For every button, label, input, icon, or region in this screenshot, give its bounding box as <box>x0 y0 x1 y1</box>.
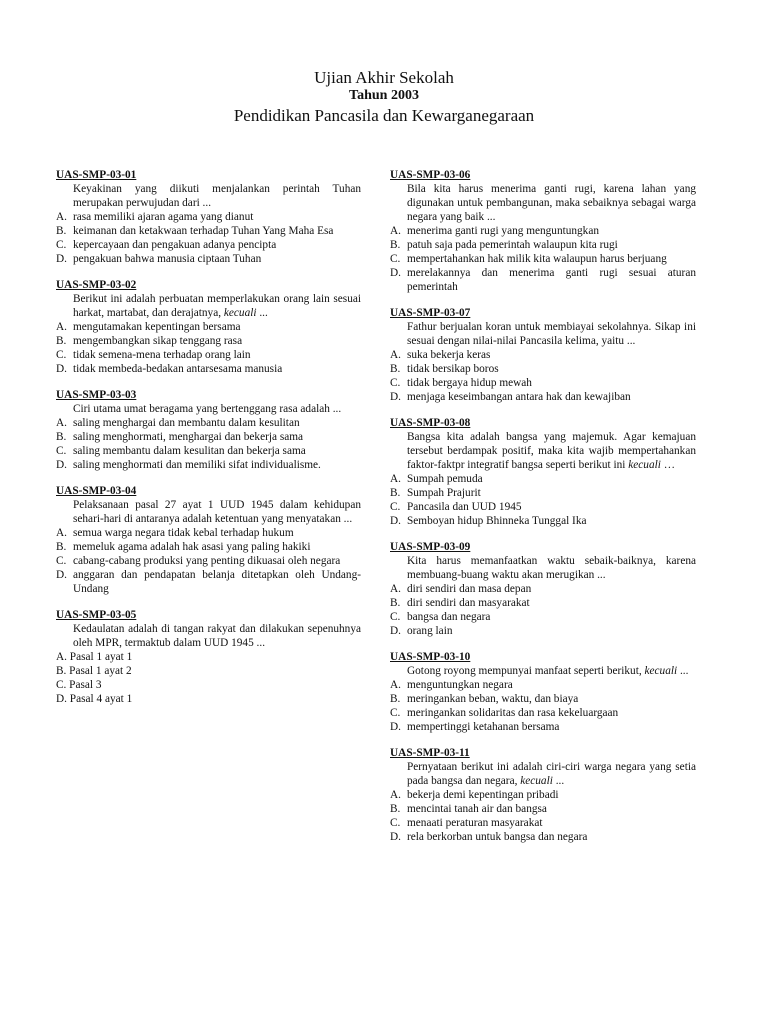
question-09 <box>390 540 696 638</box>
option-label: C. <box>390 377 401 389</box>
option-d: D. Pasal 4 ayat 1 <box>56 693 133 705</box>
option-label: A. <box>390 679 401 691</box>
option-label: A. <box>56 417 67 429</box>
question-stem <box>390 760 696 788</box>
question-stem: Kita harus memanfaatkan waktu sebaik-baiknya, karena membuang-buang waktu akan merugikan ... <box>407 555 696 581</box>
option-text: menjaga keseimbangan antara hak dan kewajiban <box>407 391 631 403</box>
option-label: B. <box>390 597 401 609</box>
option-label: B. <box>56 431 67 443</box>
option-c <box>390 816 696 830</box>
question-id: UAS-SMP-03-07 <box>390 307 471 319</box>
option-text: cabang-cabang produksi yang penting dikuasai oleh negara <box>73 555 341 567</box>
option-text: tidak membeda-bedakan antarsesama manusia <box>73 363 283 375</box>
option-label: A. <box>56 211 67 223</box>
option-text: memeluk agama adalah hak asasi yang paling hakiki <box>73 541 311 553</box>
question-id: UAS-SMP-03-09 <box>390 541 471 553</box>
stem-text: Pernyataan berikut ini adalah ciri-ciri warga negara yang setia pada bangsa dan negara, <box>407 761 696 787</box>
option-text: menaati peraturan masyarakat <box>407 817 543 829</box>
stem-ellipsis: ... <box>259 307 268 319</box>
option-a <box>390 348 696 362</box>
stem-ellipsis: ... <box>679 665 689 677</box>
option-c <box>390 376 696 390</box>
exam-header <box>0 68 768 126</box>
stem-text: Bangsa kita adalah bangsa yang majemuk. Agar kemajuan tersebut berdampak positif, maka kita wajib mempertahankan faktor-faktpr integratif bangsa seperti berikut ini <box>407 431 696 471</box>
option-text: rasa memiliki ajaran agama yang dianut <box>73 211 254 223</box>
option-c <box>390 500 696 514</box>
option-text: orang lain <box>407 625 453 637</box>
option-label: A. <box>56 527 67 539</box>
option-b <box>56 334 361 348</box>
option-label: C. <box>390 707 401 719</box>
option-label: A. <box>390 789 401 801</box>
option-label: B. <box>390 363 401 375</box>
option-label: D. <box>390 831 401 843</box>
option-text: keimanan dan ketakwaan terhadap Tuhan Yang Maha Esa <box>73 225 334 237</box>
stem-emphasis: kecuali <box>628 459 661 471</box>
option-text: saling menghargai dan membantu dalam kesulitan <box>73 417 300 429</box>
option-b <box>56 540 361 554</box>
option-b: B. Pasal 1 ayat 2 <box>56 665 132 677</box>
question-stem <box>390 430 696 472</box>
option-label: D. <box>56 253 67 265</box>
option-text: mempertinggi ketahanan bersama <box>407 721 560 733</box>
option-text: tidak bersikap boros <box>407 363 499 375</box>
option-label: D. <box>390 267 401 279</box>
option-a: A. Pasal 1 ayat 1 <box>56 651 133 663</box>
option-a <box>390 472 696 486</box>
option-label: B. <box>56 225 67 237</box>
option-a <box>390 224 696 238</box>
question-id: UAS-SMP-03-01 <box>56 169 137 181</box>
option-d <box>390 266 696 294</box>
option-label: A. <box>390 473 401 485</box>
question-id: UAS-SMP-03-10 <box>390 651 471 663</box>
option-label: D. <box>390 721 401 733</box>
option-b <box>390 238 696 252</box>
option-text: bangsa dan negara <box>407 611 491 623</box>
option-label: A. <box>390 225 401 237</box>
question-03 <box>56 388 361 472</box>
left-column <box>56 168 361 718</box>
option-label: D. <box>390 625 401 637</box>
stem-emphasis: kecuali <box>223 307 257 319</box>
option-label: C. <box>56 445 67 457</box>
option-text: mengembangkan sikap tenggang rasa <box>73 335 243 347</box>
question-10 <box>390 650 696 734</box>
option-label: D. <box>56 363 67 375</box>
question-id: UAS-SMP-03-05 <box>56 609 137 621</box>
option-b <box>390 486 696 500</box>
question-stem: Kedaulatan adalah di tangan rakyat dan dilakukan sepenuhnya oleh MPR, termaktub dalam UUD 1945 ... <box>73 623 361 649</box>
option-text: Sumpah pemuda <box>407 473 483 485</box>
option-label: A. <box>56 321 67 333</box>
option-c <box>56 238 361 252</box>
option-text: meringankan solidaritas dan rasa kekeluargaan <box>407 707 619 719</box>
question-stem: Keyakinan yang diikuti menjalankan perintah Tuhan merupakan perwujudan dari ... <box>73 183 361 209</box>
option-text: merelakannya dan menerima ganti rugi sesuai aturan pemerintah <box>407 267 696 293</box>
question-08 <box>390 416 696 528</box>
option-d <box>56 568 361 596</box>
option-label: C. <box>390 253 401 265</box>
option-text: anggaran dan pendapatan belanja ditetapkan oleh Undang-Undang <box>73 569 361 595</box>
option-text: menerima ganti rugi yang menguntungkan <box>407 225 599 237</box>
stem-ellipsis: ... <box>555 775 565 787</box>
option-label: C. <box>56 349 67 361</box>
option-text: saling menghormati, menghargai dan bekerja sama <box>73 431 304 443</box>
exam-title: Ujian Akhir Sekolah <box>314 68 454 87</box>
option-d <box>390 624 696 638</box>
stem-emphasis: kecuali <box>520 775 553 787</box>
option-label: D. <box>56 569 67 581</box>
option-c <box>390 706 696 720</box>
question-11 <box>390 746 696 844</box>
question-01 <box>56 168 361 266</box>
question-stem: Pelaksanaan pasal 27 ayat 1 UUD 1945 dalam kehidupan sehari-hari di antaranya adalah ketentuan yang menyatakan ... <box>73 499 361 525</box>
option-label: D. <box>56 459 67 471</box>
question-id: UAS-SMP-03-06 <box>390 169 471 181</box>
option-text: kepercayaan dan pengakuan adanya pencipta <box>73 239 277 251</box>
option-a <box>390 582 696 596</box>
option-c <box>56 348 361 362</box>
option-label: B. <box>390 693 401 705</box>
option-text: pengakuan bahwa manusia ciptaan Tuhan <box>73 253 262 265</box>
question-stem: Ciri utama umat beragama yang bertenggang rasa adalah ... <box>73 403 342 415</box>
option-label: C. <box>390 611 401 623</box>
option-d <box>56 362 361 376</box>
question-id: UAS-SMP-03-08 <box>390 417 471 429</box>
option-label: B. <box>390 239 401 251</box>
option-label: B. <box>56 335 67 347</box>
option-c <box>56 444 361 458</box>
option-b <box>390 596 696 610</box>
option-a <box>390 678 696 692</box>
question-stem: Fathur berjualan koran untuk membiayai sekolahnya. Sikap ini sesuai dengan nilai-nilai Pancasila kelima, yaitu ... <box>407 321 696 347</box>
option-d <box>390 390 696 404</box>
question-id: UAS-SMP-03-11 <box>390 747 470 759</box>
option-text: Sumpah Prajurit <box>407 487 481 499</box>
stem-emphasis: kecuali <box>644 665 678 677</box>
exam-subject: Pendidikan Pancasila dan Kewarganegaraan <box>233 106 535 125</box>
option-c <box>390 252 696 266</box>
option-b <box>390 692 696 706</box>
option-b <box>390 802 696 816</box>
option-a <box>56 526 361 540</box>
option-label: B. <box>390 487 401 499</box>
option-c <box>390 610 696 624</box>
option-b <box>56 430 361 444</box>
question-05 <box>56 608 361 706</box>
option-text: Pancasila dan UUD 1945 <box>407 501 522 513</box>
option-text: bekerja demi kepentingan pribadi <box>407 789 559 801</box>
option-d <box>390 830 696 844</box>
stem-text: Berikut ini adalah perbuatan memperlakukan orang lain sesuai harkat, martabat, dan derajatnya, <box>73 293 361 319</box>
question-stem <box>390 664 696 678</box>
option-d <box>390 514 696 528</box>
option-label: B. <box>56 541 67 553</box>
option-text: mempertahankan hak milik kita walaupun harus berjuang <box>407 253 667 265</box>
option-text: patuh saja pada pemerintah walaupun kita rugi <box>407 239 618 251</box>
option-text: saling menghormati dan memiliki sifat individualisme. <box>73 459 321 471</box>
option-label: D. <box>390 391 401 403</box>
stem-ellipsis: … <box>663 459 675 471</box>
option-d <box>56 458 361 472</box>
option-text: Semboyan hidup Bhinneka Tunggal Ika <box>407 515 587 527</box>
option-b <box>390 362 696 376</box>
question-07 <box>390 306 696 404</box>
option-text: diri sendiri dan masyarakat <box>407 597 530 609</box>
option-label: A. <box>390 349 401 361</box>
option-text: suka bekerja keras <box>407 349 491 361</box>
exam-year: Tahun 2003 <box>349 88 419 103</box>
option-c <box>56 554 361 568</box>
option-text: menguntungkan negara <box>407 679 513 691</box>
option-label: D. <box>390 515 401 527</box>
question-04 <box>56 484 361 596</box>
option-text: semua warga negara tidak kebal terhadap hukum <box>73 527 294 539</box>
option-label: C. <box>390 817 401 829</box>
option-text: saling membantu dalam kesulitan dan bekerja sama <box>73 445 306 457</box>
question-id: UAS-SMP-03-02 <box>56 279 137 291</box>
option-d <box>390 720 696 734</box>
option-label: C. <box>56 555 67 567</box>
option-text: mencintai tanah air dan bangsa <box>407 803 547 815</box>
option-text: tidak bergaya hidup mewah <box>407 377 532 389</box>
option-b <box>56 224 361 238</box>
question-06 <box>390 168 696 294</box>
question-stem: Bila kita harus menerima ganti rugi, karena lahan yang digunakan untuk pembangunan, maka sebaiknya sebagai warga negara yang baik ... <box>407 183 696 223</box>
question-id: UAS-SMP-03-03 <box>56 389 137 401</box>
option-label: A. <box>390 583 401 595</box>
option-text: diri sendiri dan masa depan <box>407 583 532 595</box>
option-c: C. Pasal 3 <box>56 679 102 691</box>
option-a <box>56 320 361 334</box>
option-a <box>390 788 696 802</box>
option-a <box>56 210 361 224</box>
option-text: rela berkorban untuk bangsa dan negara <box>407 831 588 843</box>
option-label: C. <box>390 501 401 513</box>
stem-text: Gotong royong mempunyai manfaat seperti berikut, <box>407 665 642 677</box>
option-text: mengutamakan kepentingan bersama <box>73 321 241 333</box>
option-text: meringankan beban, waktu, dan biaya <box>407 693 579 705</box>
option-a <box>56 416 361 430</box>
option-text: tidak semena-mena terhadap orang lain <box>73 349 251 361</box>
question-id: UAS-SMP-03-04 <box>56 485 137 497</box>
option-label: B. <box>390 803 401 815</box>
question-02 <box>56 278 361 376</box>
right-column <box>390 168 696 856</box>
option-d <box>56 252 361 266</box>
question-stem <box>56 292 361 320</box>
option-label: C. <box>56 239 67 251</box>
